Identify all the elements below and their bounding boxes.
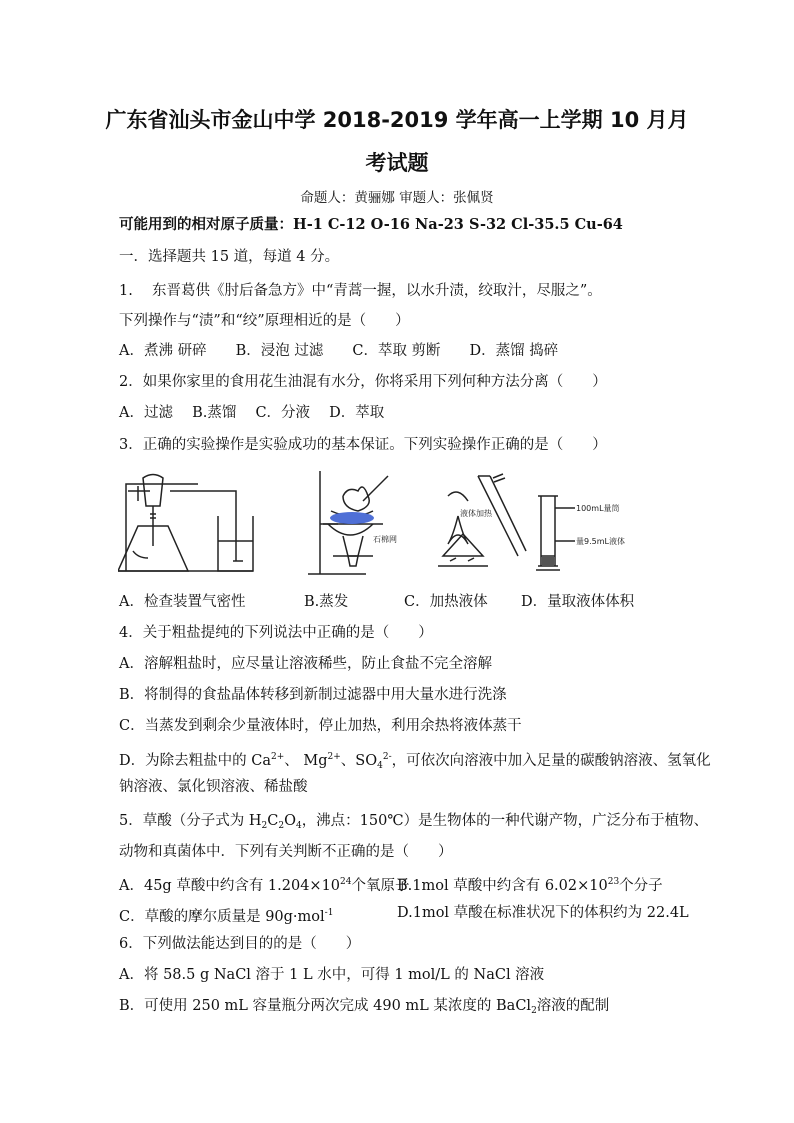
page-title-line2: 考试题 — [365, 151, 429, 175]
q6-option-b: B．可使用 250 mL 容量瓶分两次完成 490 mL 某浓度的 BaCl$_2$溶液的配制 — [119, 998, 610, 1016]
page-title-line1: 广东省汕头市金山中学 2018-2019 学年高一上学期 10 月月 — [105, 108, 689, 132]
apparatus-c-heating-liquid — [438, 474, 526, 566]
heat-label: 液体加热 — [460, 509, 492, 518]
q6-option-a: A．将 58.5 g NaCl 溶于 1 L 水中，可得 1 mol/L 的 NaCl 溶液 — [119, 967, 545, 983]
q4-stem: 4．关于粗盐提纯的下列说法中正确的是（ ） — [119, 625, 433, 641]
q2-options: A．过滤 B.蒸馏 C．分液 D．萃取 — [119, 405, 385, 421]
q3-option-b: B.蒸发 — [304, 594, 349, 610]
asbestos-label: 石棉网 — [373, 535, 397, 544]
section-heading: 一．选择题共 15 道，每道 4 分。 — [119, 249, 340, 265]
q3-option-c: C．加热液体 — [404, 594, 488, 610]
apparatus-d-measuring-cylinder — [536, 496, 575, 570]
evaporating-dish-liquid — [330, 512, 374, 524]
q3-apparatus-figure — [118, 466, 678, 586]
q3-stem: 3．正确的实验操作是实验成功的基本保证。下列实验操作正确的是（ ） — [119, 437, 607, 453]
q4-option-b: B．将制得的食盐晶体转移到新制过滤器中用大量水进行洗涤 — [119, 687, 507, 703]
q5-stem-line1: 5．草酸（分子式为 $H_2C_2O_4$，沸点：150℃）是生物体的一种代谢产物，广泛分布于植物、 — [119, 813, 709, 831]
q1-options: A．煮沸 研碎 B．浸泡 过滤 C．萃取 剪断 D．蒸馏 捣碎 — [119, 343, 559, 359]
q4-option-d-line2: 钠溶液、氯化钡溶液、稀盐酸 — [119, 779, 308, 795]
q2-stem: 2．如果你家里的食用花生油混有水分，你将采用下列何种方法分离（ ） — [119, 374, 607, 390]
q1-stem-line2: 下列操作与“渍”和“绞”原理相近的是（ ） — [119, 313, 410, 329]
cylinder-liquid — [542, 556, 554, 566]
q5-option-c: C．草酸的摩尔质量是 90g·mol$^{-1}$ — [119, 908, 334, 925]
authors-line: 命题人：黄骊娜 审题人：张佩贤 — [300, 190, 494, 206]
q3-option-a: A．检查装置气密性 — [119, 594, 246, 610]
q5-option-a: A．45g 草酸中约含有 $1.204\times 10^{24}$个氧原子 — [119, 877, 410, 894]
cylinder-label: 100mL量筒 — [576, 504, 620, 513]
q5-option-b: B.1mol 草酸中约含有 $6.02\times 10^{23}$个分子 — [397, 877, 663, 894]
q5-option-d: D.1mol 草酸在标准状况下的体积约为 22.4L — [397, 905, 689, 921]
q5-stem-line2: 动物和真菌体中．下列有关判断不正确的是（ ） — [119, 844, 453, 860]
atomic-masses-line: 可能用到的相对原子质量：H-1 C-12 O-16 Na-23 S-32 Cl-35.5 Cu-64 — [119, 216, 623, 233]
apparatus-a-airtightness — [118, 475, 253, 572]
volume-label: 量9.5mL液体 — [576, 537, 625, 546]
q1-stem-line1: 1. 东晋葛供《肘后备急方》中“青蒿一握，以水升渍，绞取汁，尽服之”。 — [119, 283, 602, 299]
q4-option-a: A．溶解粗盐时，应尽量让溶液稀些，防止食盐不完全溶解 — [119, 656, 492, 672]
q4-option-d-line1: D．为除去粗盐中的 $Ca^{2+}$、 $Mg^{2+}$、$SO_4^{2-}$，可依次向溶液中加入足量的碳酸钠溶液、氢氧化 — [119, 752, 711, 771]
q3-option-d: D．量取液体体积 — [521, 594, 635, 610]
q4-option-c: C．当蒸发到剩余少量液体时，停止加热，利用余热将液体蒸干 — [119, 718, 522, 734]
q6-stem: 6．下列做法能达到目的的是（ ） — [119, 936, 361, 952]
